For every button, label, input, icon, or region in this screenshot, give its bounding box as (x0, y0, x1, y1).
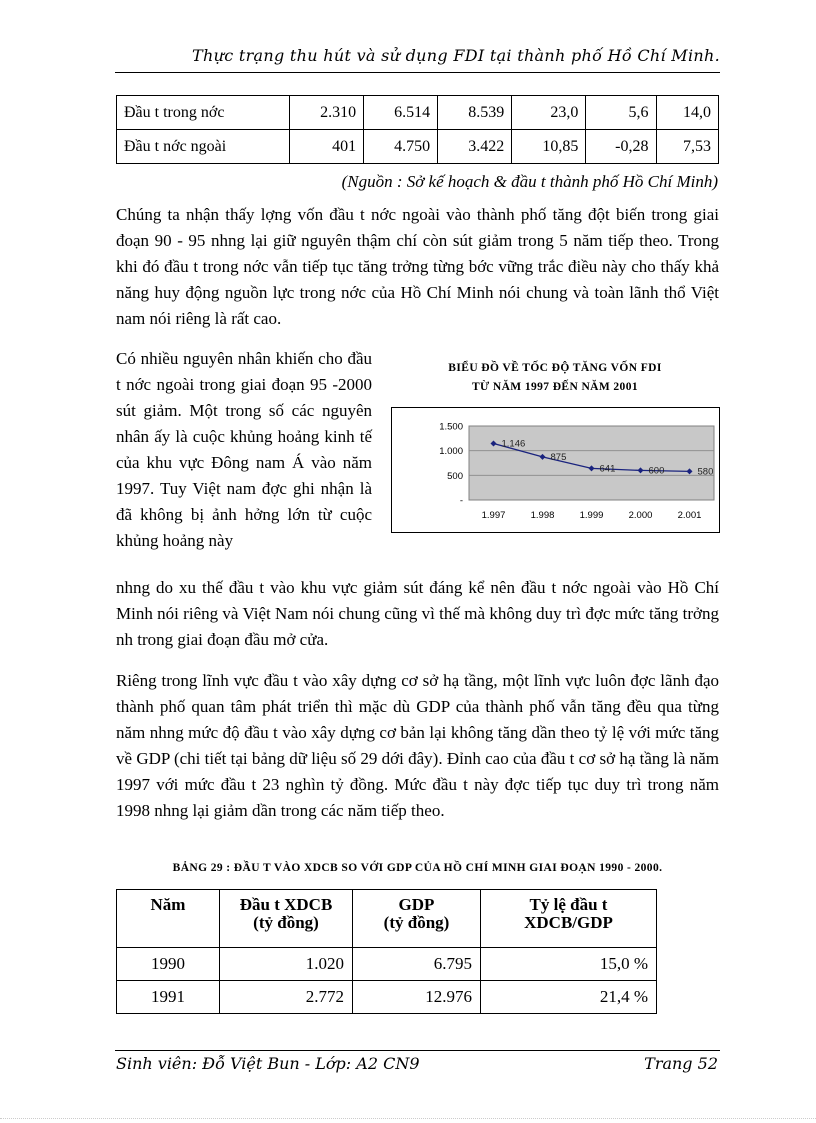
col-header (481, 890, 657, 948)
table-cell: 3.422 (438, 130, 512, 164)
page-header-title: Thực trạng thu hút và sử dụng FDI tại thành phố Hồ Chí Minh. (192, 46, 720, 65)
col-header-line: GDP (398, 895, 435, 914)
table-cell: 1991 (117, 981, 220, 1014)
page-bottom-edge (0, 1118, 816, 1119)
x-tick-label: 2.001 (677, 510, 702, 521)
table-row (117, 981, 657, 1014)
col-header (117, 890, 220, 948)
footer-author: Sinh viên: Đỗ Việt Bun - Lớp: A2 CN9 (116, 1054, 420, 1073)
paragraph-3: Riêng trong lĩnh vực đầu t vào xây dựng cơ sở hạ tầng, một lĩnh vực luôn đợc lãnh đạo thành phố quan tâm phát triển thì mặc dù GDP của thành phố vẫn tăng đều qua từng năm nhng mức độ đầu t vào xây dựng cơ bản lại không tăng dần theo tỷ lệ với mức tăng về GDP (chi tiết tại bảng dữ liệu số 29 dới đây). Đỉnh cao của đầu t cơ sở hạ tầng là năm 1997 với mức đầu t 23 nghìn tỷ đồng. Mức đầu t này đợc tiếp tục duy trì trong năm 1998 nhng lại giảm dần trong các năm tiếp theo. (116, 671, 719, 820)
table-caption: BẢNG 29 : ĐẦU T VÀO XDCB SO VỚI GDP CỦA HỒ CHÍ MINH GIAI ĐOẠN 1990 - 2000. (172, 862, 663, 874)
y-tick-label: 1.000 (439, 446, 463, 458)
table-cell: 2.310 (290, 96, 364, 130)
col-header-line: Năm (150, 895, 186, 914)
data-label: 641 (599, 463, 616, 475)
y-tick-label: 500 (447, 470, 463, 482)
table-cell: 23,0 (512, 96, 586, 130)
col-header-line: XDCB/GDP (524, 913, 613, 932)
table-cell: 401 (290, 130, 364, 164)
table-cell: 8.539 (438, 96, 512, 130)
x-tick-label: 1.997 (481, 510, 506, 521)
footer-divider (115, 1050, 720, 1051)
y-axis-ticks (439, 422, 463, 507)
x-tick-label: 1.998 (530, 510, 555, 521)
table-cell: 12.976 (353, 981, 481, 1014)
chart-title (400, 359, 710, 397)
investment-table (116, 95, 719, 164)
data-label: 600 (648, 465, 665, 477)
table-cell: 5,6 (586, 96, 656, 130)
plot-area (469, 426, 714, 500)
table-cell: 1.020 (220, 948, 353, 981)
y-tick-label: - (459, 495, 463, 507)
col-header-line: Tỷ lệ đầu t (529, 895, 608, 914)
col-header-line: Đầu t XDCB (239, 895, 333, 914)
table-cell: 4.750 (364, 130, 438, 164)
table-row (117, 948, 657, 981)
table-cell: 6.795 (353, 948, 481, 981)
table-row (117, 130, 719, 164)
table-cell: 6.514 (364, 96, 438, 130)
col-header (353, 890, 481, 948)
table-cell: 2.772 (220, 981, 353, 1014)
chart-title-line2: TỪ NĂM 1997 ĐẾN NĂM 2001 (471, 381, 638, 393)
table-cell: 14,0 (656, 96, 719, 130)
col-header (220, 890, 353, 948)
paragraph-2-side: Có nhiều nguyên nhân khiến cho đầu t nớc ngoài trong giai đoạn 95 -2000 sút giảm. Một trong số các nguyên nhân ấy là cuộc khủng hoảng kinh tế của khu vực Đông nam Á vào năm 1997. Tuy Việt nam đợc ghi nhận là đã không bị ảnh hởng lớn từ cuộc khủng hoảng này (116, 349, 372, 550)
table-cell: 21,4 % (481, 981, 657, 1014)
fdi-line-chart (391, 407, 720, 533)
source-note: (Nguồn : Sở kế hoạch & đầu t thành phố Hồ Chí Minh) (341, 172, 718, 191)
col-header-line: (tỷ đồng) (253, 913, 319, 932)
chart-title-line1: BIỂU ĐỒ VỀ TỐC ĐỘ TĂNG VỐN FDI (448, 362, 662, 374)
col-header-line: (tỷ đồng) (383, 913, 450, 932)
table-cell: 15,0 % (481, 948, 657, 981)
x-tick-label: 1.999 (579, 510, 604, 521)
paragraph-1: Chúng ta nhận thấy lợng vốn đầu t nớc ngoài vào thành phố tăng đột biến trong giai đoạn 90 - 95 nhng lại giữ nguyên thậm chí còn sút giảm trong 5 năm tiếp theo. Trong khi đó đầu t trong nớc vẫn tiếp tục tăng trởng từng bớc vững trắc điều này cho thấy khả năng huy động nguồn lực trong nớc của Hồ Chí Minh nói chung và toàn lãnh thổ Việt nam nói riêng là rất cao. (116, 205, 719, 328)
row-label: Đầu t nớc ngoài (117, 130, 290, 164)
x-tick-label: 2.000 (628, 510, 653, 521)
xdcb-gdp-table (116, 889, 657, 1014)
row-label: Đầu t trong nớc (117, 96, 290, 130)
paragraph-2-rest: nhng do xu thế đầu t vào khu vực giảm sút đáng kể nên đầu t nớc ngoài vào Hồ Chí Minh nói riêng và Việt Nam nói chung cũng vì thế mà không duy trì đợc mức tăng trởng nh trong giai đoạn đầu mở cửa. (116, 578, 719, 649)
y-tick-label: 1.500 (439, 421, 463, 433)
data-label: 580 (697, 466, 714, 478)
table-cell: 7,53 (656, 130, 719, 164)
x-axis-ticks (482, 510, 702, 521)
table-header-row (117, 890, 657, 948)
table-cell: 1990 (117, 948, 220, 981)
data-label: 875 (550, 451, 567, 463)
table-cell: -0,28 (586, 130, 656, 164)
header-divider (115, 72, 720, 73)
table-cell: 10,85 (512, 130, 586, 164)
footer-page-number: Trang 52 (644, 1054, 718, 1073)
data-label: 1.146 (501, 438, 526, 450)
table-row (117, 96, 719, 130)
